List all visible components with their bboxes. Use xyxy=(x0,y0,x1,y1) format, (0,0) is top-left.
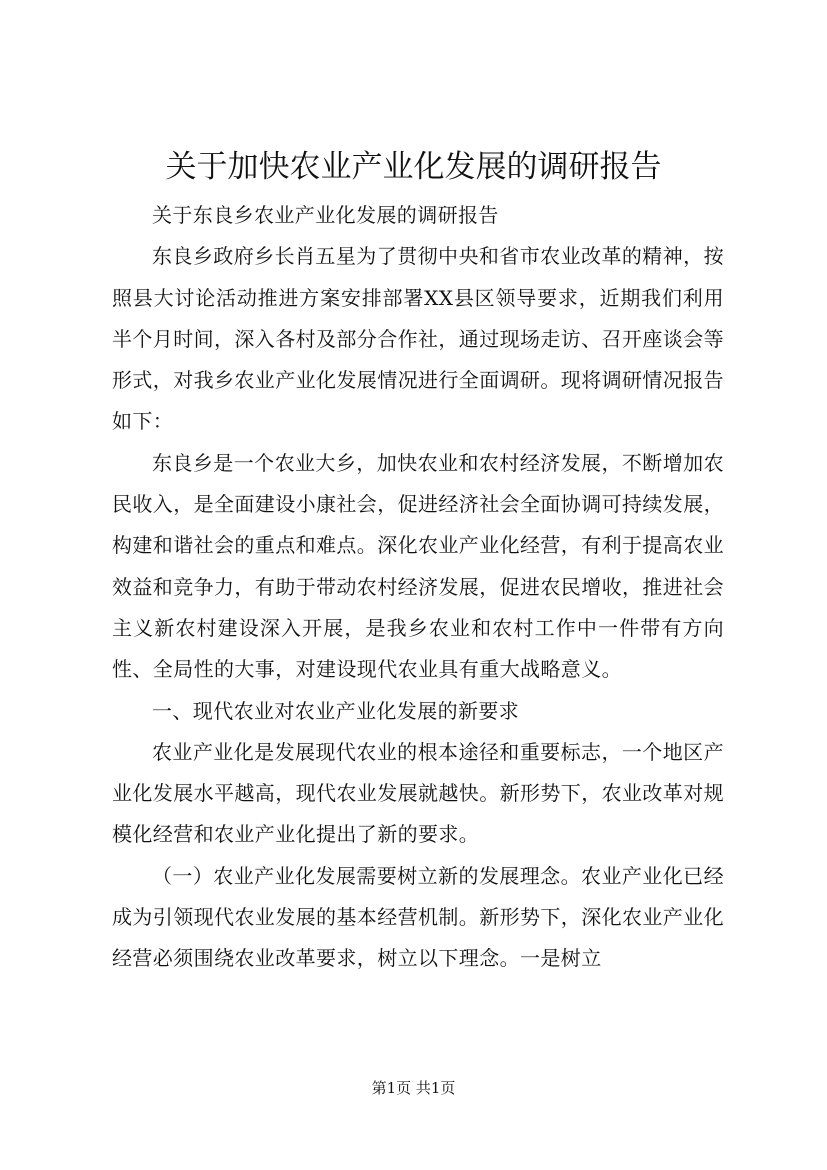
subtitle-paragraph: 关于东良乡农业产业化发展的调研报告 xyxy=(152,203,499,227)
page-footer: 第1页 共1页 xyxy=(371,1079,456,1097)
document-title: 关于加快农业产业化发展的调研报告 xyxy=(165,149,662,185)
section-heading: 一、现代农业对农业产业化发展的新要求 xyxy=(152,698,520,723)
document-body xyxy=(112,195,724,980)
subsection-paragraph: （一）农业产业化发展需要树立新的发展理念。农业产业化已经成为引领现代农业发展的基本经营机制。新形势下，深化农业产业化经营必须围绕农业改革要求，树立以下理念。一是树立 xyxy=(112,863,724,971)
section-paragraph: 农业产业化是发展现代农业的根本途径和重要标志，一个地区产业化发展水平越高，现代农业发展就越快。新形势下，农业改革对规模化经营和农业产业化提出了新的要求。 xyxy=(112,739,724,847)
intro-paragraph: 东良乡政府乡长肖五星为了贯彻中央和省市农业改革的精神，按照县大讨论活动推进方案安排部署XX县区领导要求，近期我们利用半个月时间，深入各村及部分合作社，通过现场走访、召开座谈会等形式，对我乡农业产业化发展情况进行全面调研。现将调研情况报告如下： xyxy=(112,244,724,434)
background-paragraph: 东良乡是一个农业大乡，加快农业和农村经济发展，不断增加农民收入，是全面建设小康社会，促进经济社会全面协调可持续发展，构建和谐社会的重点和难点。深化农业产业化经营，有利于提高农业效益和竞争力，有助于带动农村经济发展，促进农民增收，推进社会主义新农村建设深入开展，是我乡农业和农村工作中一件带有方向性、全局性的大事，对建设现代农业具有重大战略意义。 xyxy=(112,450,724,682)
